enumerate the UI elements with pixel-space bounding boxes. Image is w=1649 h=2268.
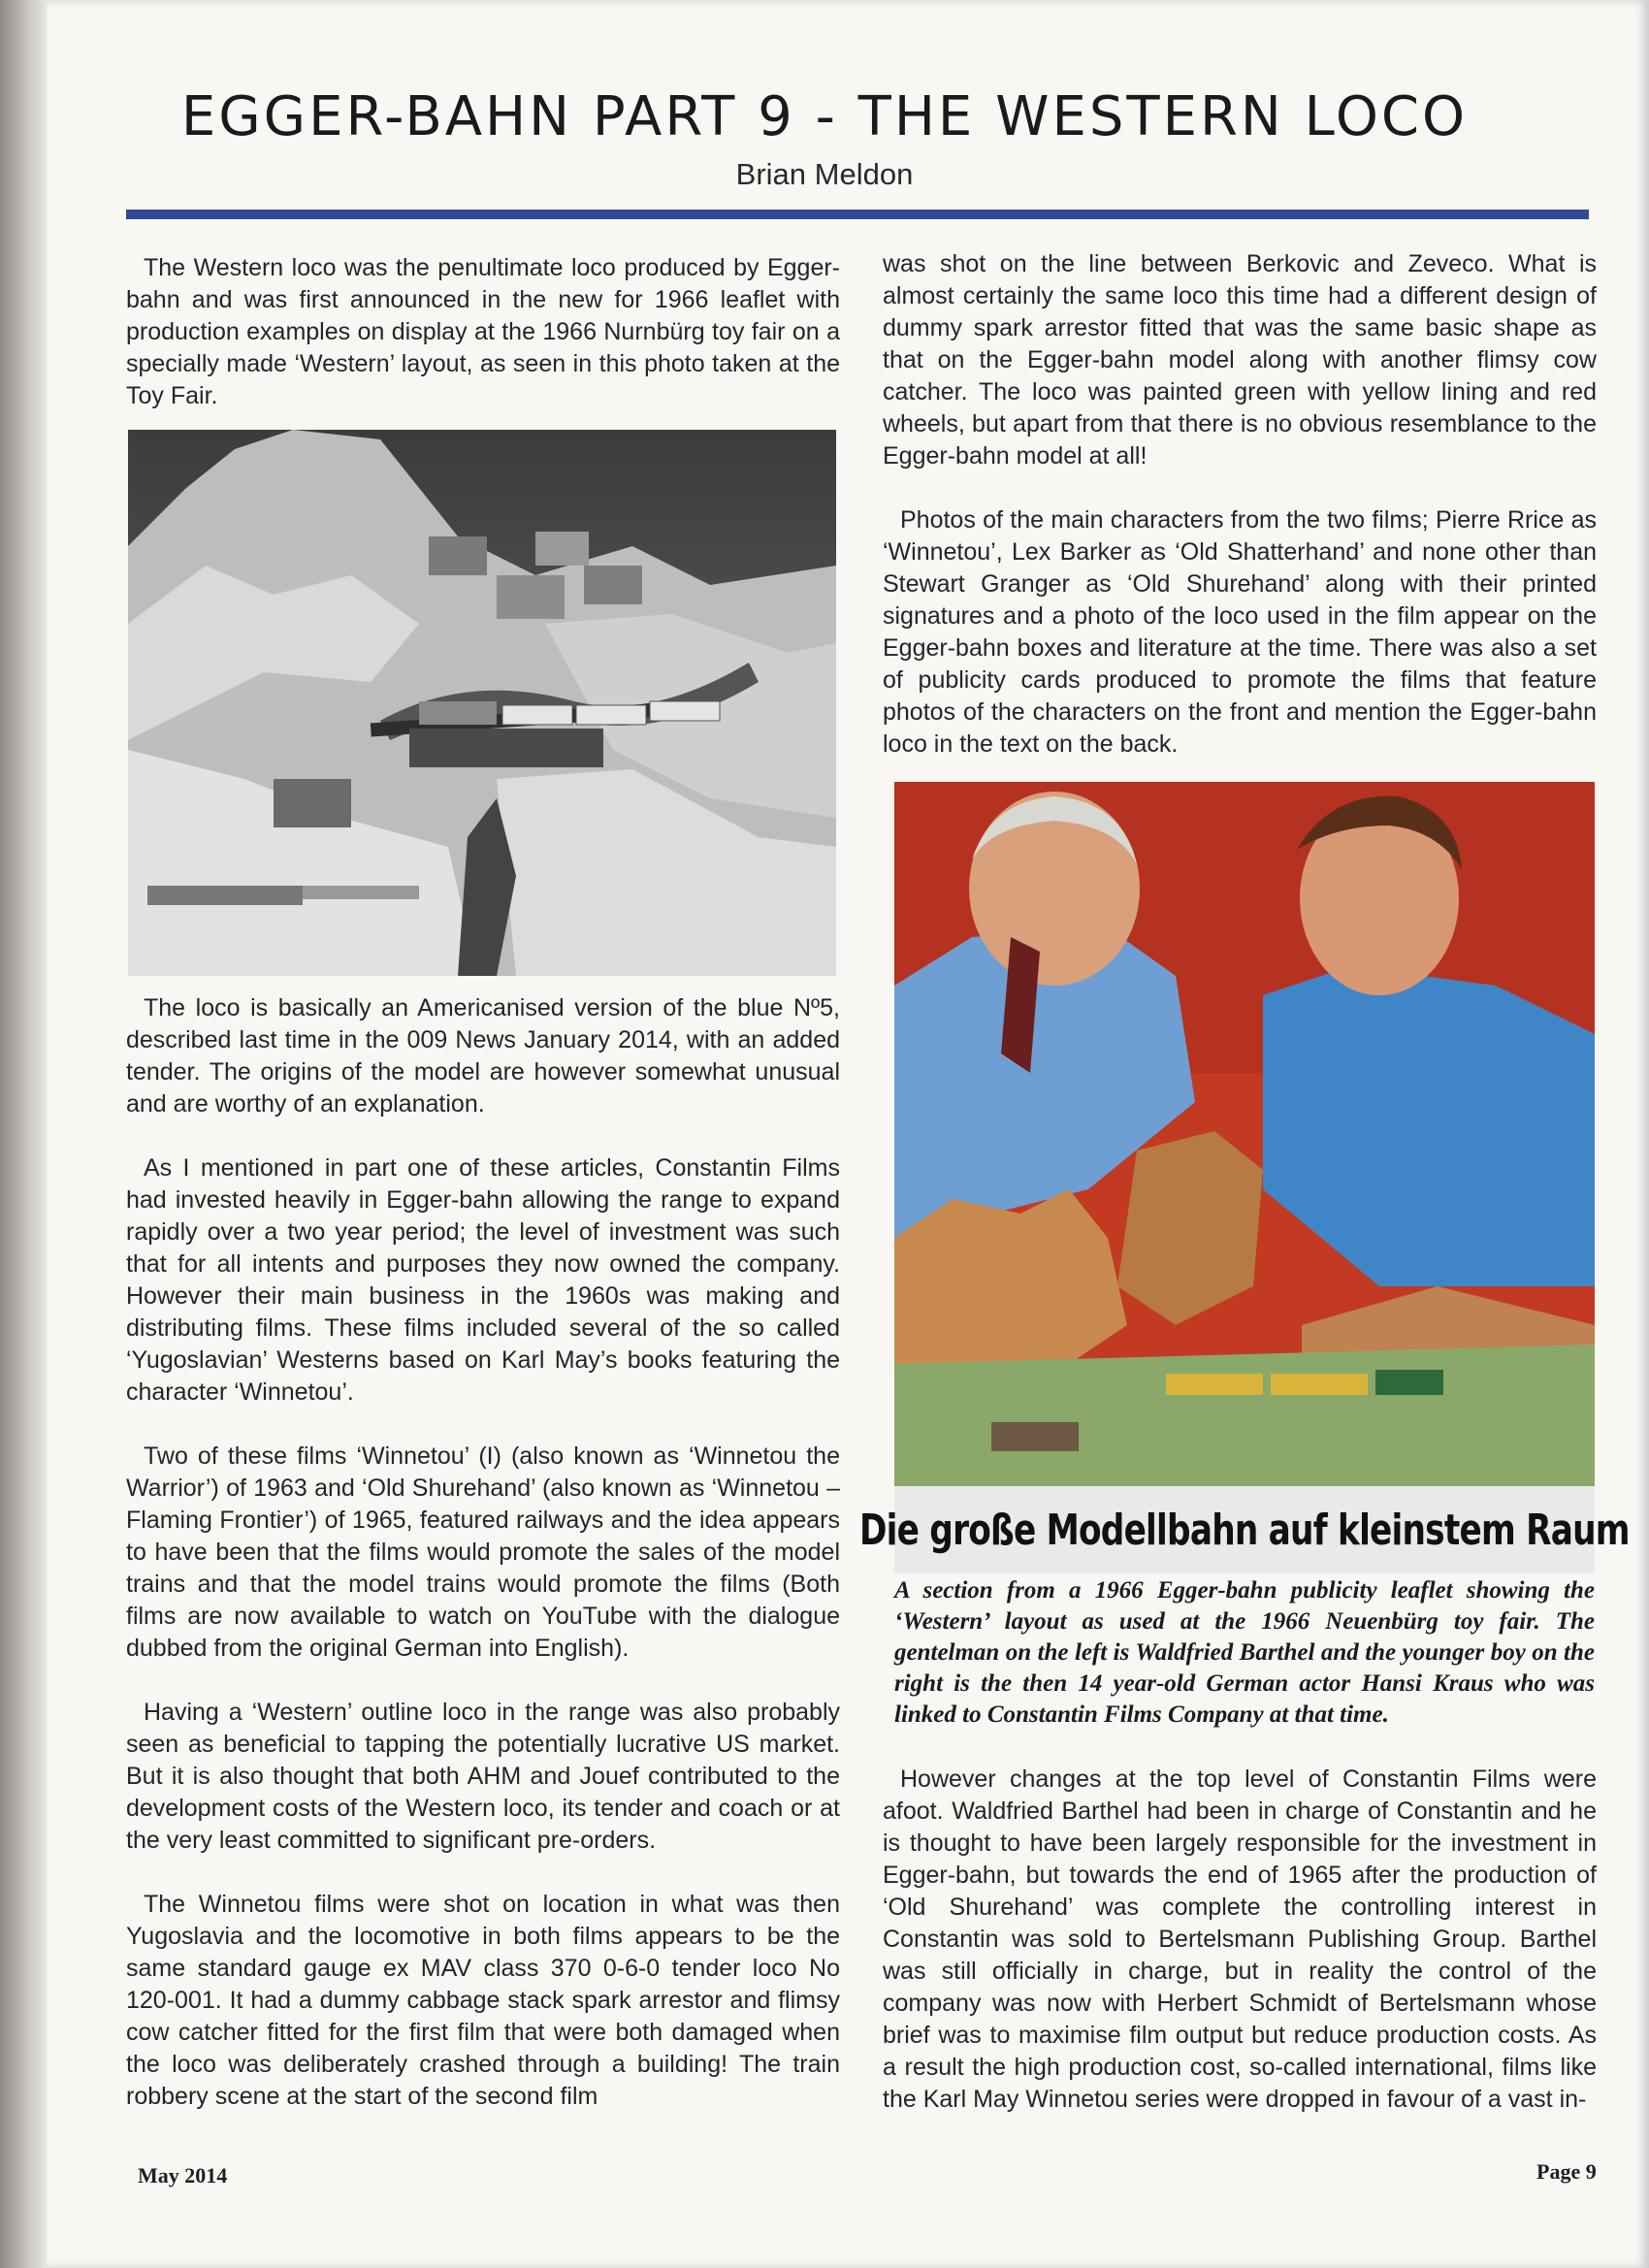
paragraph: As I mentioned in part one of these articles, Constantin Films had invested heavily in Egger-bahn allowing the range to expand rapidly over a two year period; the level of investment was such that for all intents and purposes they now owned the company. However their main business in the 1960s was making and distributing films. These films included several of the so called ‘Yugoslavian’ Westerns based on Karl May’s books featuring the character ‘Winnetou’. [126, 1154, 840, 1406]
left-column-bottom [126, 992, 840, 2145]
leaflet-banner-text: Die große Modellbahn auf kleinstem Raum [859, 1505, 1630, 1555]
paragraph: Photos of the main characters from the two films; Pierre Rrice as ‘Winnetou’, Lex Barker as ‘Old Shatterhand’ and none other than Stewart Granger as ‘Old Shurehand’ along with their printed signatures and a photo of the loco used in the film appear on the Egger-bahn boxes and literature at the time. There was also a set of publicity cards produced to promote the films that feature photos of the characters on the front and mention the Egger-bahn loco in the text on the back. [883, 506, 1597, 758]
right-column-top [883, 248, 1597, 793]
paragraph: The Winnetou films were shot on location in what was then Yugoslavia and the locomotive in both films appears to be the same standard gauge ex MAV class 370 0-6-0 tender loco No 120-001. It had a dummy cabbage stack spark arrestor and flimsy cow catcher fitted for the first film that were both damaged when the loco was deliberately crashed through a building! The train robbery scene at the start of the second film [126, 1891, 840, 2110]
figure-caption: A section from a 1966 Egger-bahn publicity leaflet showing the ‘Western’ layout as used at the 1966 Neuenbürg toy fair. The gentelman on the left is Waldfried Barthel and the younger boy on the right is the then 14 year-old German actor Hansi Kraus who was linked to Constantin Films Company at that time. [894, 1577, 1595, 1728]
layout-photo-image [128, 430, 836, 976]
publicity-leaflet-photo [894, 782, 1595, 1573]
paragraph: The loco is basically an Americanised version of the blue Nº5, described last time in the 009 News January 2014, with an added tender. The origins of the model are however somewhat unusual and are worthy of an explanation. [126, 994, 840, 1118]
paragraph: The Western loco was the penultimate loco produced by Egger-bahn and was first announced in the new for 1966 leaflet with production examples on display at the 1966 Nurnbürg toy fair on a specially made ‘Western’ layout, as seen in this photo taken at the Toy Fair. [126, 254, 840, 409]
right-column-bottom [883, 1764, 1597, 2148]
article-title: EGGER-BAHN PART 9 - THE WESTERN LOCO [180, 85, 1469, 148]
article-author: Brian Meldon [735, 157, 914, 191]
title-rule [126, 210, 1589, 219]
leaflet-banner [859, 1486, 1630, 1573]
binding-shadow [0, 0, 47, 2268]
leaflet-photo-image [894, 782, 1595, 1573]
paragraph: Two of these films ‘Winnetou’ (I) (also known as ‘Winnetou the Warrior’) of 1963 and ‘Old Shurehand’ (also known as ‘Winnetou – Flaming Frontier’) of 1965, featured railways and the idea appears to have been that the films would promote the sales of the model trains and that the model trains would promote the films (Both films are now available to watch on YouTube with the dialogue dubbed from the original German into English). [126, 1442, 840, 1662]
left-column-top [126, 252, 840, 444]
paragraph: Having a ‘Western’ outline loco in the range was also probably seen as beneficial to tapping the potentially lucrative US market. But it is also thought that both AHM and Jouef contributed to the development costs of the Western loco, its tender and coach or at the very least committed to significant pre-orders. [126, 1699, 840, 1854]
toy-fair-layout-photo [128, 430, 836, 976]
paragraph: was shot on the line between Berkovic and Zeveco. What is almost certainly the same loco this time had a different design of dummy spark arrestor fitted that was the same basic shape as that on the Egger-bahn model along with another flimsy cow catcher. The loco was painted green with yellow lining and red wheels, but apart from that there is no obvious resemblance to the Egger-bahn model at all! [883, 250, 1597, 470]
paragraph: However changes at the top level of Constantin Films were afoot. Waldfried Barthel had been in charge of Constantin and he is thought to have been largely responsible for the investment in Egger-bahn, but towards the end of 1965 after the production of ‘Old Shurehand’ was complete the controlling interest in Constantin was sold to Bertelsmann Publishing Group. Barthel was still officially in charge, but in reality the control of the company was now with Herbert Schmidt of Bertelsmann whose brief was to maximise film output but reduce production costs. As a result the high production cost, so-called international, films like the Karl May Winnetou series were dropped in favour of a vast in- [883, 1766, 1597, 2113]
page-number: Page 9 [1536, 2159, 1597, 2184]
issue-date: May 2014 [138, 2163, 228, 2187]
